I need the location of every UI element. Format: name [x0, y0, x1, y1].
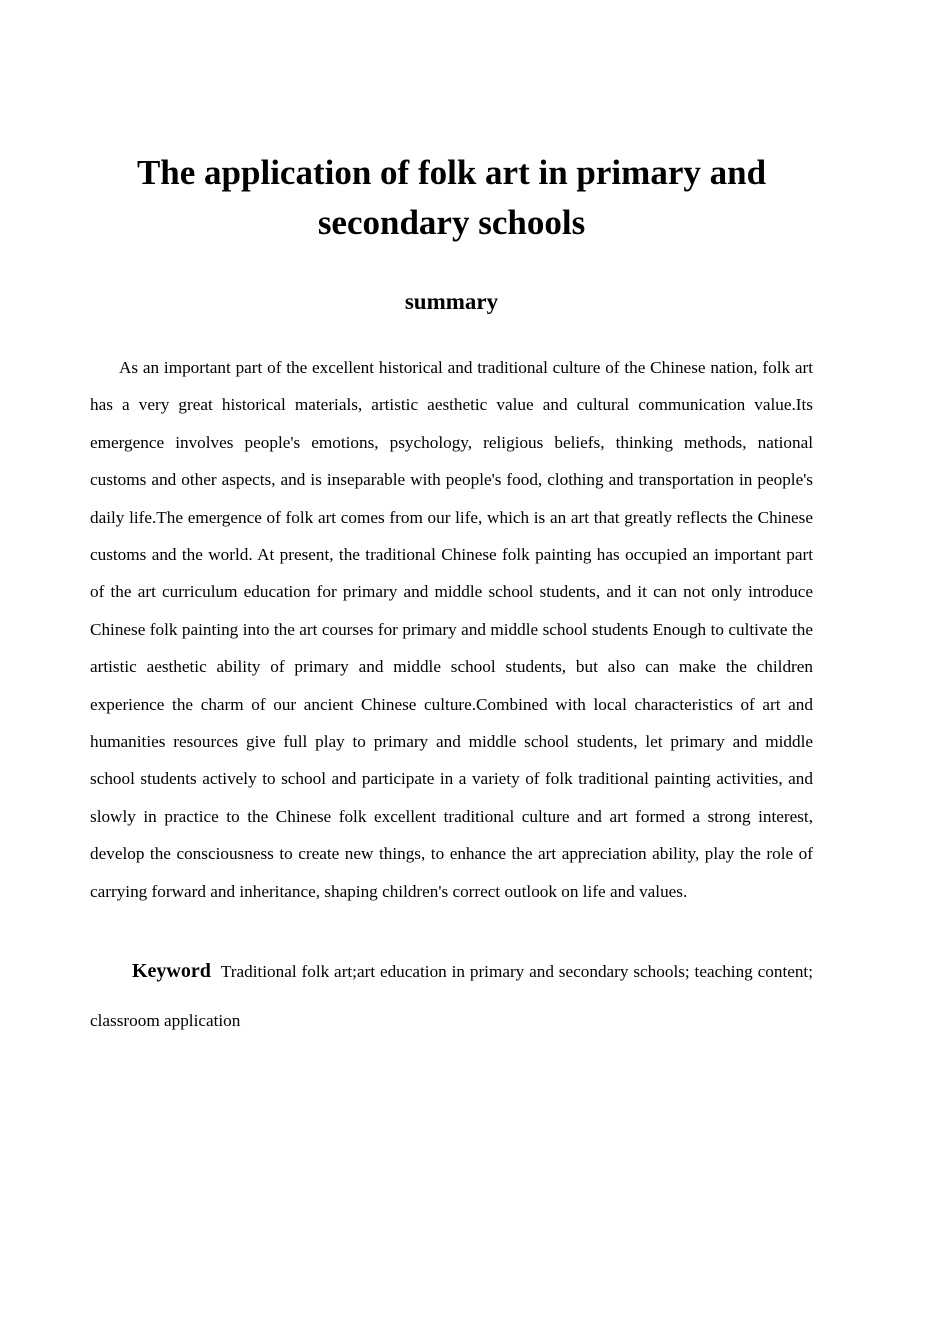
paragraph-line: daily life.The emergence of folk art comes from our life, which is an art that greatly reflects the Chinese: [90, 507, 813, 527]
paragraph-line: school students actively to school and participate in a variety of folk traditional painting activities, and: [90, 769, 813, 789]
paragraph-line: customs and other aspects, and is inseparable with people's food, clothing and transportation in people's: [90, 470, 813, 490]
summary-heading: summary: [404, 289, 499, 314]
keyword-text: Traditional folk art;art education in primary and secondary schools; teaching content;: [220, 962, 813, 982]
paragraph-line: emergence involves people's emotions, psychology, religious beliefs, thinking methods, national: [90, 432, 813, 452]
paragraph-line: slowly in practice to the Chinese folk excellent traditional culture and art formed a strong interest,: [90, 806, 813, 826]
paragraph-line: experience the charm of our ancient Chinese culture.Combined with local characteristics of art and: [90, 694, 813, 714]
paragraph-line: customs and the world. At present, the traditional Chinese folk painting has occupied an important part: [90, 545, 813, 565]
paragraph-line: humanities resources give full play to primary and middle school students, let primary and middle: [90, 732, 813, 752]
paragraph-line: has a very great historical materials, artistic aesthetic value and cultural communication value.Its: [90, 395, 813, 415]
keyword-label: Keyword: [132, 960, 211, 983]
keywords-line-2: classroom application: [90, 1011, 241, 1031]
paragraph-line: carrying forward and inheritance, shaping children's correct outlook on life and values.: [90, 881, 688, 901]
paragraph-line: As an important part of the excellent historical and traditional culture of the Chinese nation, folk art: [119, 358, 813, 377]
paragraph-line: artistic aesthetic ability of primary and middle school students, but also can make the children: [90, 657, 813, 677]
document-title: The application of folk art in primary and secondary schools: [136, 153, 767, 242]
paragraph-line: Chinese folk painting into the art courses for primary and middle school students Enough to cultivate the: [90, 619, 813, 639]
keywords-paragraph: [90, 947, 813, 1045]
document-content: [90, 0, 813, 1045]
keywords-line-1: [90, 947, 813, 996]
paragraph-line: develop the consciousness to create new things, to enhance the art appreciation ability, play the role of: [90, 844, 813, 864]
summary-paragraph: [90, 349, 813, 910]
paragraph-line: of the art curriculum education for primary and middle school students, and it can not only introduce: [90, 582, 813, 602]
